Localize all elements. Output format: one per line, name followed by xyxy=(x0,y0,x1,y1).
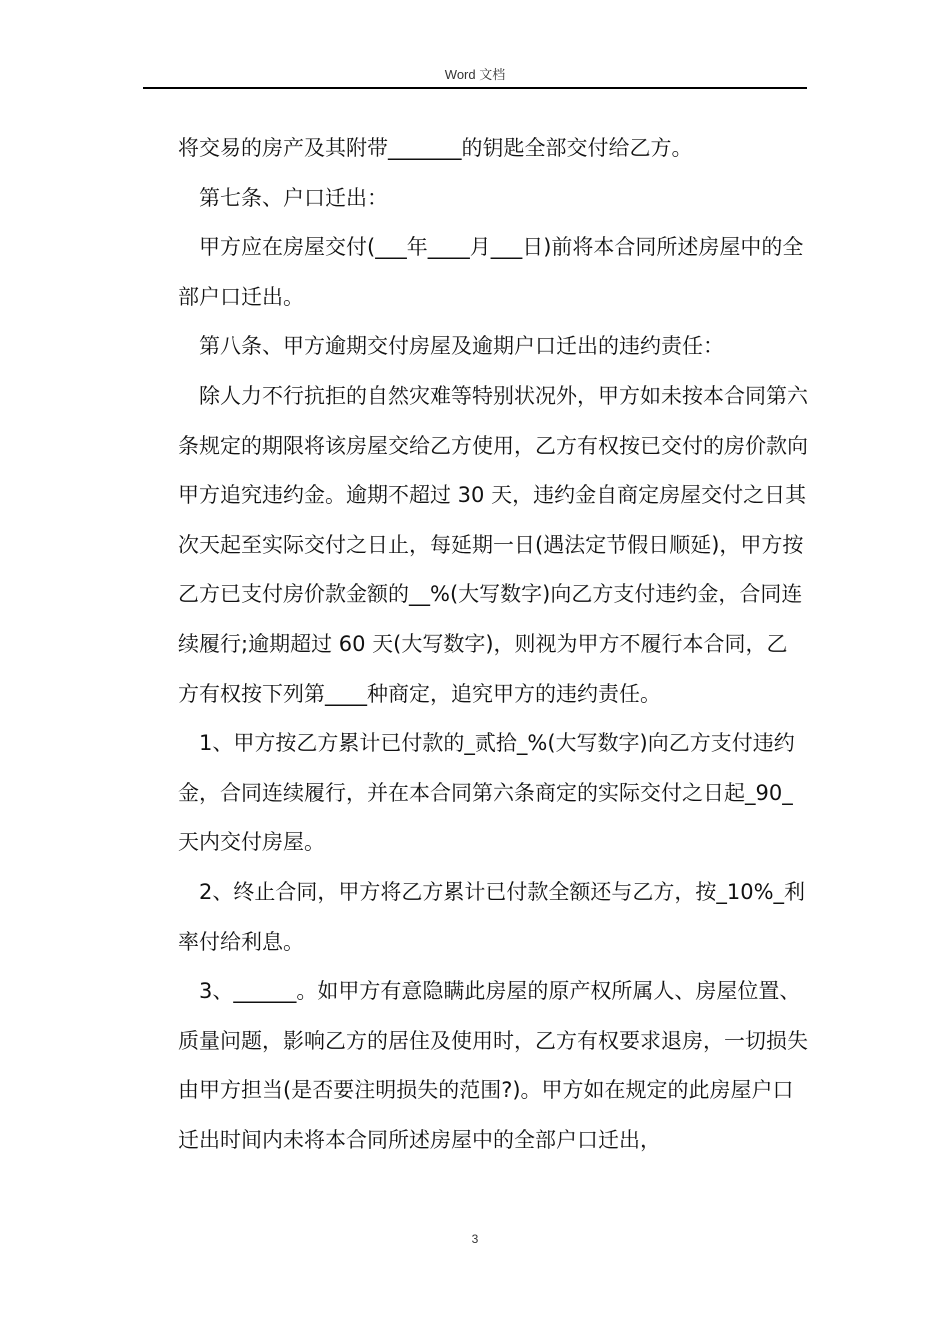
paragraph-keys-handover: 将交易的房产及其附带_______的钥匙全部交付给乙方。 xyxy=(178,136,693,160)
paragraph-liability: 除人力不行抗拒的自然灾难等特别状况外，甲方如未按本合同第六条规定的期限将该房屋交给乙方使用，乙方有权按已交付的房价款向甲方追究违约金。逾期不超过 30 天，违约金自商定房屋交付之日其次天起至实际交付之日止，每延期一日(遇法定节假日顺延)，甲方按乙方已支付房价款金额的__%(大写数字)向乙方支付违约金，合同连续履行;逾期超过 60 天(大写数字)，则视为甲方不履行本合同，乙方有权按下列第____种商定，追究甲方的违约责任。 xyxy=(178,383,808,706)
clause-1: 1、甲方按乙方累计已付款的_贰拾_%(大写数字)向乙方支付违约金，合同连续履行，并在本合同第六条商定的实际交付之日起_90_天内交付房屋。 xyxy=(178,731,795,855)
page-number: 3 xyxy=(471,1232,479,1246)
paragraph-household-transfer: 甲方应在房屋交付(___年____月___日)前将本合同所述房屋中的全部户口迁出。 xyxy=(178,235,804,309)
clause-3: 3、______。如甲方有意隐瞒此房屋的原产权所属人、房屋位置、质量问题，影响乙方的居住及使用时，乙方有权要求退房，一切损失由甲方担当(是否要注明损失的范围?)。甲方如在规定的此房屋户口迁出时间内未将本合同所述房屋中的全部户口迁出， xyxy=(178,979,808,1152)
article-8-heading: 第八条、甲方逾期交付房屋及逾期户口迁出的违约责任： xyxy=(199,334,724,359)
page-header: Word 文档 xyxy=(444,67,506,82)
document-body xyxy=(178,124,808,1165)
clause-2: 2、终止合同，甲方将乙方累计已付款全额还与乙方，按_10%_利率付给利息。 xyxy=(178,879,806,954)
article-7-heading: 第七条、户口迁出： xyxy=(199,185,388,210)
header-divider xyxy=(143,87,807,89)
